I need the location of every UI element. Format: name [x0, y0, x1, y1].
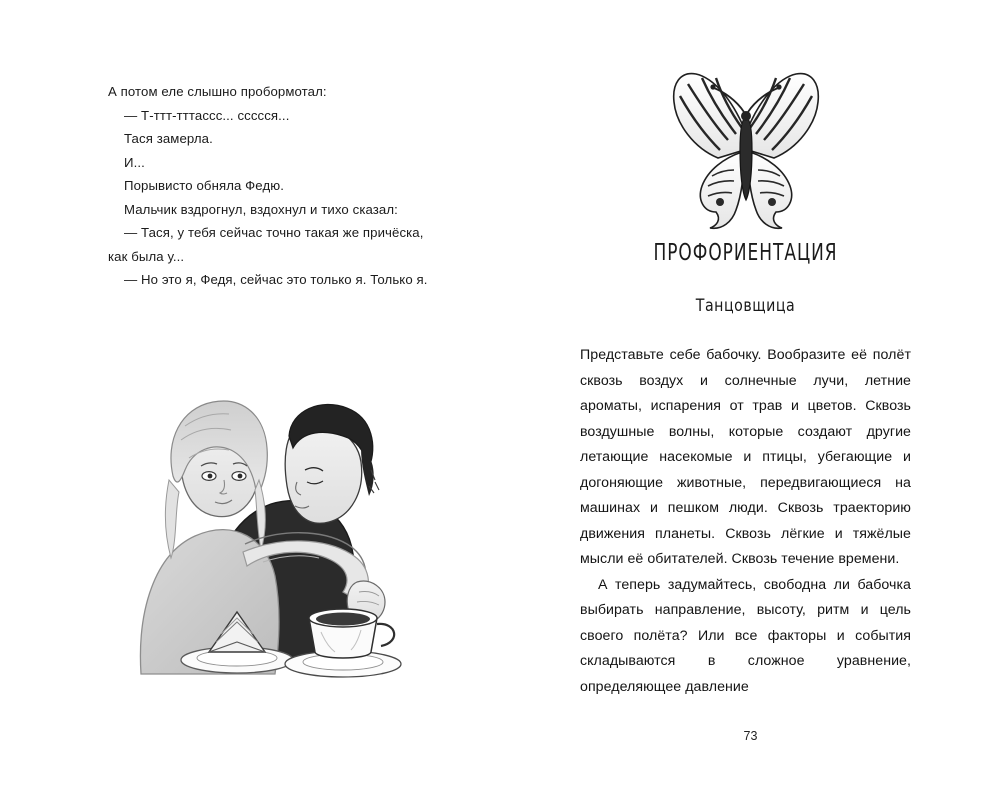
paragraph: — Тася, у тебя сейчас точно такая же причёска, как была у...	[108, 225, 424, 264]
paragraph: Порывисто обняла Федю.	[124, 178, 285, 193]
paragraph: И...	[124, 154, 145, 170]
butterfly-ornament-wrap	[580, 66, 911, 234]
paragraph: Мальчик вздрогнул, вздохнул и тихо сказал:	[124, 201, 398, 217]
right-page-text-block	[580, 343, 911, 700]
page-number: 73	[743, 729, 758, 743]
left-page-text-block	[108, 80, 440, 292]
right-page	[500, 0, 1001, 787]
section-title: Танцовщица	[695, 296, 796, 315]
chapter-title: ПРОФОРИЕНТАЦИЯ	[653, 240, 838, 266]
paragraph: — Т-ттт-тттассс... ссссся...	[124, 107, 290, 123]
paragraph: А потом еле слышно пробормотал:	[108, 84, 327, 99]
left-page	[0, 0, 500, 787]
paragraph: — Но это я, Федя, сейчас это только я. Только я.	[124, 272, 428, 287]
paragraph: Тася замерла.	[124, 131, 213, 146]
paragraph: А теперь задумайтесь, свободна ли бабочка выбирать направление, высоту, ритм и цель своего полёта? Или все факторы и события складываются в сложное уравнение, определяющее давление	[580, 576, 911, 695]
embrace-illustration	[85, 330, 445, 690]
butterfly-icon	[658, 66, 834, 234]
paragraph: Представьте себе бабочку. Вообразите её полёт сквозь воздух и солнечные лучи, летние ароматы, испарения от трав и цветов. Сквозь воздушные волны, которые создают другие летающие насекомые и птицы, убегающие и догоняющие животные, передвигающиеся на машинах и пешком люди. Сквозь траекторию движения планеты. Сквозь лёгкие и тяжёлые мысли её обитателей. Сквозь течение времени.	[580, 347, 911, 567]
